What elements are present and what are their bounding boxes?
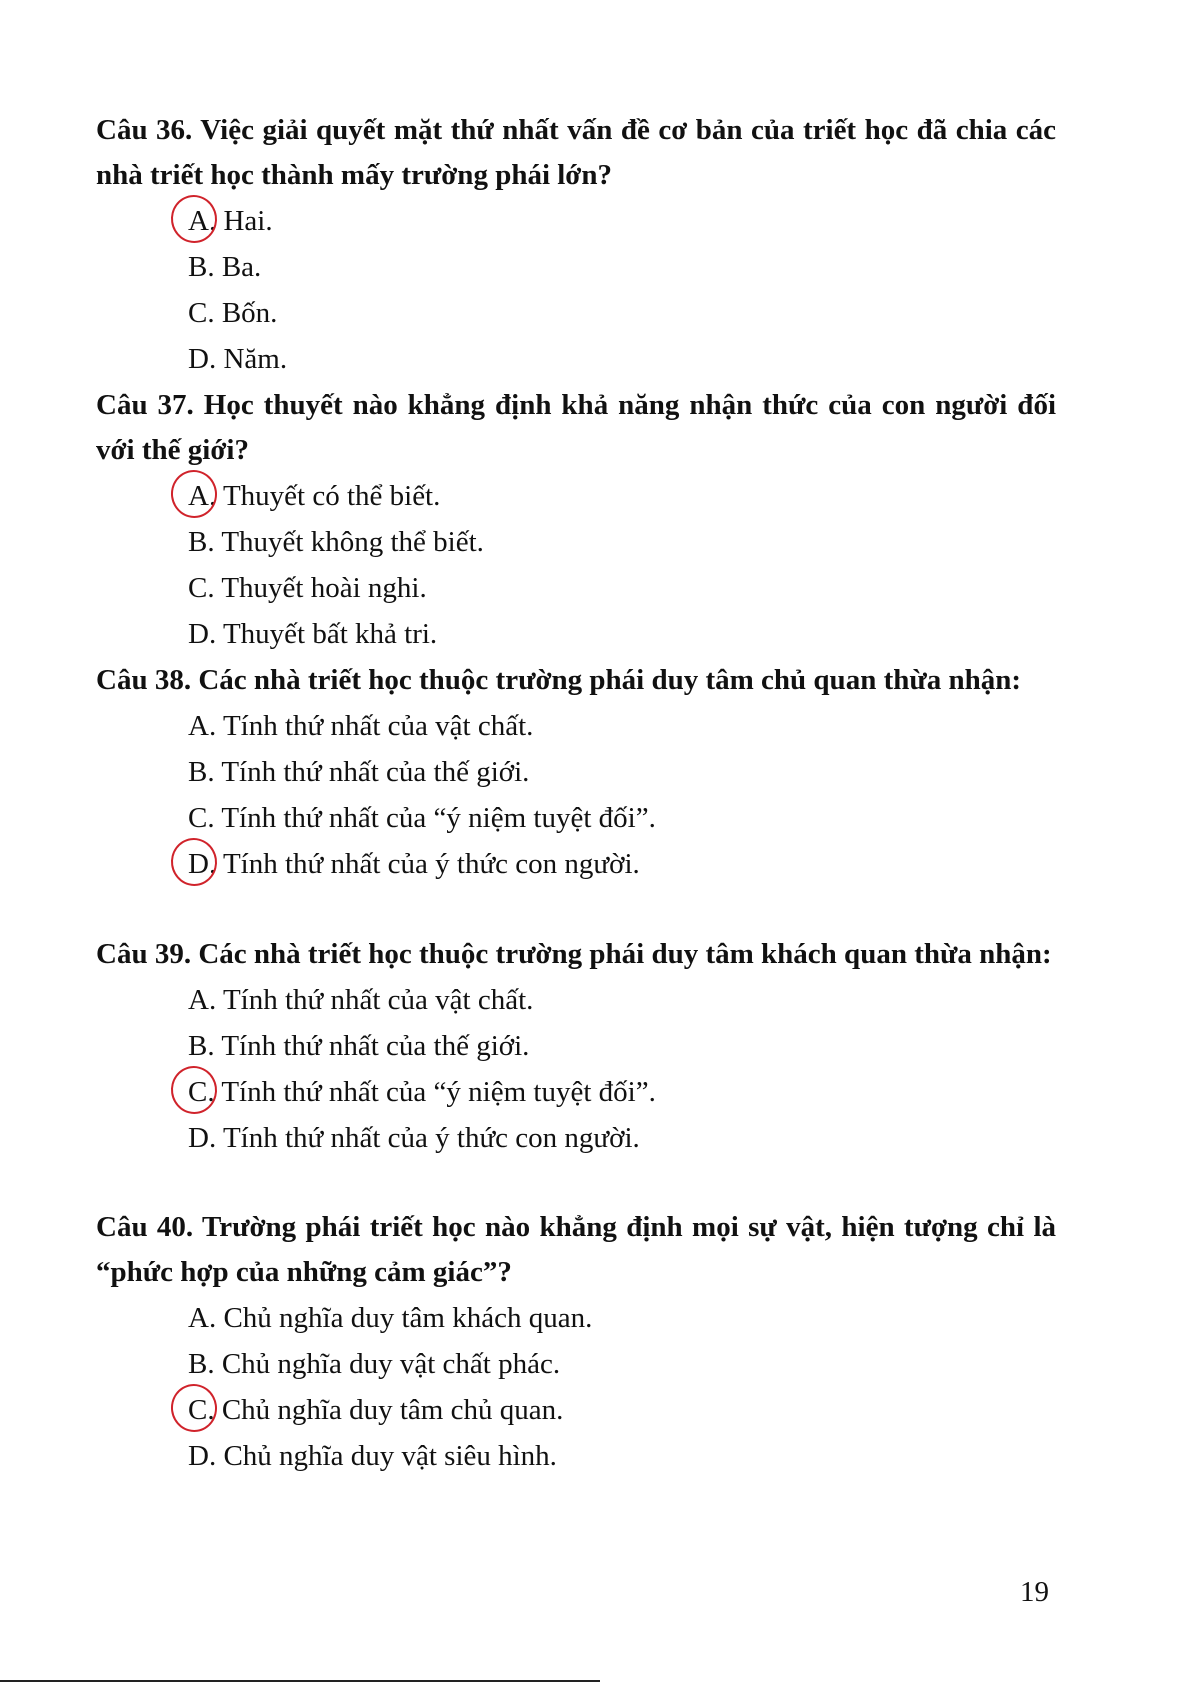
option-text: Tính thứ nhất của “ý niệm tuyệt đối”.: [221, 1076, 656, 1108]
option-letter: B.: [188, 756, 215, 788]
option-text: Chủ nghĩa duy tâm khách quan.: [223, 1302, 593, 1334]
option-letter: A.: [188, 205, 217, 237]
question-label: Câu 38.: [96, 664, 192, 696]
question-body: Các nhà triết học thuộc trường phái duy tâm chủ quan thừa nhận:: [198, 664, 1022, 696]
answer-options: [96, 198, 1056, 382]
option-letter: B.: [188, 1030, 215, 1062]
option-text: Chủ nghĩa duy vật siêu hình.: [223, 1440, 557, 1472]
option-letter: D.: [188, 618, 217, 650]
option-letter: D.: [188, 343, 217, 375]
question-38: [96, 658, 1056, 887]
option-a: [96, 473, 1056, 519]
option-text: Tính thứ nhất của thế giới.: [221, 756, 530, 788]
option-text: Hai.: [223, 205, 273, 237]
option-b: [96, 244, 1056, 290]
option-a: [96, 1295, 1056, 1341]
option-text: Bốn.: [221, 297, 278, 329]
answer-options: [96, 1295, 1056, 1479]
question-40: [96, 1205, 1056, 1479]
option-letter: C.: [188, 802, 215, 834]
option-c: [96, 565, 1056, 611]
option-text: Chủ nghĩa duy vật chất phác.: [221, 1348, 561, 1380]
question-body: Trường phái triết học nào khẳng định mọi sự vật, hiện tượng chỉ là “phức hợp của những cảm giác”?: [96, 1211, 1056, 1288]
option-letter: D.: [188, 1122, 217, 1154]
bottom-divider: [0, 1680, 600, 1682]
option-text: Tính thứ nhất của vật chất.: [222, 984, 534, 1016]
option-text: Năm.: [223, 343, 288, 375]
option-c: [96, 1069, 1056, 1115]
option-text: Tính thứ nhất của “ý niệm tuyệt đối”.: [221, 802, 656, 834]
question-body: Học thuyết nào khẳng định khả năng nhận thức của con người đối với thế giới?: [96, 389, 1056, 466]
option-letter: A.: [188, 480, 217, 512]
option-d: [96, 1115, 1056, 1161]
option-text: Thuyết không thể biết.: [221, 526, 484, 558]
option-text: Ba.: [221, 251, 262, 283]
question-label: Câu 40.: [96, 1211, 194, 1243]
option-text: Thuyết bất khả tri.: [222, 618, 438, 650]
option-text: Chủ nghĩa duy tâm chủ quan.: [221, 1394, 564, 1426]
answer-options: [96, 473, 1056, 657]
question-text: [96, 383, 1056, 473]
option-c: [96, 1387, 1056, 1433]
question-text: [96, 108, 1056, 198]
question-37: [96, 383, 1056, 657]
question-body: Các nhà triết học thuộc trường phái duy tâm khách quan thừa nhận:: [198, 938, 1052, 970]
option-letter: C.: [188, 572, 215, 604]
answer-options: [96, 977, 1056, 1161]
option-text: Thuyết hoài nghi.: [221, 572, 427, 604]
option-letter: C.: [188, 1076, 215, 1108]
question-body: Việc giải quyết mặt thứ nhất vấn đề cơ bản của triết học đã chia các nhà triết học thành mấy trường phái lớn?: [96, 114, 1056, 191]
option-text: Tính thứ nhất của ý thức con người.: [222, 1122, 640, 1154]
question-36: [96, 108, 1056, 382]
page-number: 19: [1020, 1576, 1049, 1608]
option-letter: A.: [188, 1302, 217, 1334]
option-letter: B.: [188, 1348, 215, 1380]
option-letter: C.: [188, 1394, 215, 1426]
option-letter: B.: [188, 251, 215, 283]
question-label: Câu 37.: [96, 389, 194, 421]
option-d: [96, 841, 1056, 887]
option-b: [96, 519, 1056, 565]
option-letter: A.: [188, 984, 217, 1016]
question-text: [96, 658, 1056, 703]
option-letter: D.: [188, 848, 217, 880]
question-label: Câu 39.: [96, 938, 192, 970]
option-text: Thuyết có thể biết.: [222, 480, 441, 512]
option-letter: B.: [188, 526, 215, 558]
option-letter: D.: [188, 1440, 217, 1472]
question-text: [96, 932, 1056, 977]
option-text: Tính thứ nhất của thế giới.: [221, 1030, 530, 1062]
option-b: [96, 1341, 1056, 1387]
option-letter: C.: [188, 297, 215, 329]
question-text: [96, 1205, 1056, 1295]
option-letter: A.: [188, 710, 217, 742]
option-d: [96, 1433, 1056, 1479]
option-text: Tính thứ nhất của vật chất.: [222, 710, 534, 742]
question-39: [96, 932, 1056, 1161]
option-c: [96, 290, 1056, 336]
option-d: [96, 336, 1056, 382]
question-label: Câu 36.: [96, 114, 193, 146]
option-c: [96, 795, 1056, 841]
option-b: [96, 1023, 1056, 1069]
option-a: [96, 198, 1056, 244]
option-a: [96, 977, 1056, 1023]
option-a: [96, 703, 1056, 749]
option-b: [96, 749, 1056, 795]
option-d: [96, 611, 1056, 657]
option-text: Tính thứ nhất của ý thức con người.: [222, 848, 640, 880]
answer-options: [96, 703, 1056, 887]
